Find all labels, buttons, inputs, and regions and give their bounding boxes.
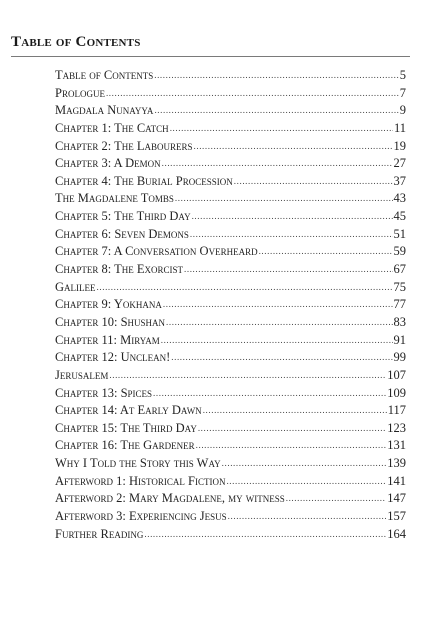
toc-entry-page-number: 67 (393, 262, 406, 277)
toc-entry[interactable] (55, 526, 406, 544)
toc-entry[interactable] (55, 226, 406, 244)
toc-entry[interactable] (55, 67, 406, 85)
toc-entry-title: Chapter 3: A Demon (55, 156, 161, 171)
toc-entry[interactable] (55, 296, 406, 314)
toc-entry-page-number: 157 (387, 509, 406, 524)
dot-leader (198, 420, 386, 438)
toc-entry-page-number: 75 (393, 279, 406, 294)
toc-list (55, 67, 406, 543)
toc-entry-title: Magdala Nunayya (55, 103, 154, 118)
dot-leader (203, 402, 387, 420)
toc-entry-page-number: 147 (387, 491, 406, 506)
toc-entry-page-number: 139 (387, 456, 406, 471)
toc-entry-title: Afterword 1: Historical Fiction (55, 473, 226, 488)
toc-entry-title: Why I Told the Story this Way (55, 456, 221, 471)
toc-entry-title: Chapter 12: Unclean! (55, 350, 171, 365)
toc-entry-page-number: 37 (393, 173, 406, 188)
dot-leader (194, 138, 393, 156)
toc-entry-title: Chapter 5: The Third Day (55, 209, 191, 224)
toc-entry-page-number: 27 (393, 156, 406, 171)
toc-entry-title: Prologue (55, 85, 105, 100)
dot-leader (175, 190, 393, 208)
dot-leader (286, 490, 387, 508)
toc-entry-page-number: 45 (393, 209, 406, 224)
toc-entry-page-number: 164 (387, 526, 406, 541)
toc-entry-page-number: 7 (399, 85, 406, 100)
toc-entry[interactable] (55, 261, 406, 279)
toc-entry-title: Jerusalem (55, 367, 109, 382)
toc-entry-title: Chapter 14: At Early Dawn (55, 403, 202, 418)
toc-entry-title: Table of Contents (55, 68, 154, 82)
dot-leader (106, 85, 399, 103)
toc-entry-page-number: 83 (393, 314, 406, 329)
toc-entry[interactable] (55, 332, 406, 350)
toc-entry-page-number: 109 (387, 385, 406, 400)
toc-entry[interactable] (55, 120, 406, 138)
toc-entry[interactable] (55, 208, 406, 226)
toc-entry-title: Chapter 13: Spices (55, 385, 153, 400)
toc-entry-title: Chapter 11: Miryam (55, 332, 160, 347)
toc-entry-title: Chapter 4: The Burial Procession (55, 173, 233, 188)
toc-entry-title: Afterword 3: Experiencing Jesus (55, 509, 227, 524)
toc-entry[interactable] (55, 349, 406, 367)
toc-entry-title: Chapter 2: The Labourers (55, 138, 193, 153)
dot-leader (171, 349, 392, 367)
toc-entry[interactable] (55, 402, 406, 420)
toc-entry-page-number: 77 (393, 297, 406, 312)
toc-entry-page-number: 51 (393, 226, 406, 241)
dot-leader (259, 243, 393, 261)
dot-leader (153, 385, 386, 403)
toc-entry[interactable] (55, 473, 406, 491)
dot-leader (222, 455, 387, 473)
toc-entry[interactable] (55, 85, 406, 103)
toc-entry-page-number: 107 (387, 367, 406, 382)
toc-entry-page-number: 59 (393, 244, 406, 259)
toc-entry[interactable] (55, 190, 406, 208)
toc-entry-page-number: 91 (393, 332, 406, 347)
toc-entry-title: Further Reading (55, 526, 144, 541)
toc-entry[interactable] (55, 490, 406, 508)
toc-entry-page-number: 117 (387, 403, 406, 418)
toc-entry-title: The Magdalene Tombs (55, 191, 174, 206)
dot-leader (144, 526, 386, 544)
toc-entry-page-number: 131 (387, 438, 406, 453)
toc-entry-title: Chapter 7: A Conversation Overheard (55, 244, 258, 259)
dot-leader (166, 314, 392, 332)
toc-entry-page-number: 43 (393, 191, 406, 206)
toc-entry-title: Chapter 8: The Exorcist (55, 262, 183, 277)
dot-leader (154, 102, 398, 120)
toc-entry[interactable] (55, 508, 406, 526)
dot-leader (163, 296, 393, 314)
toc-entry[interactable] (55, 279, 406, 297)
dot-leader (109, 367, 386, 385)
toc-entry[interactable] (55, 243, 406, 261)
page-title: Table of Contents (11, 34, 141, 50)
toc-entry-page-number: 9 (399, 103, 406, 118)
toc-entry-title: Chapter 10: Shushan (55, 314, 166, 329)
toc-entry[interactable] (55, 385, 406, 403)
dot-leader (162, 155, 393, 173)
toc-entry-page-number: 5 (399, 68, 406, 82)
toc-entry[interactable] (55, 367, 406, 385)
toc-entry[interactable] (55, 102, 406, 120)
toc-entry-title: Galilee (55, 279, 96, 294)
dot-leader (161, 332, 393, 350)
toc-entry-title: Chapter 1: The Catch (55, 120, 169, 135)
dot-leader (184, 261, 393, 279)
dot-leader (192, 208, 393, 226)
toc-entry-title: Chapter 6: Seven Demons (55, 226, 189, 241)
toc-entry-page-number: 123 (387, 420, 406, 435)
toc-entry[interactable] (55, 155, 406, 173)
toc-entry[interactable] (55, 420, 406, 438)
dot-leader (154, 67, 399, 85)
toc-entry-title: Chapter 16: The Gardener (55, 438, 195, 453)
toc-entry-title: Afterword 2: Mary Magdalene, my witness (55, 491, 285, 506)
toc-entry[interactable] (55, 455, 406, 473)
toc-entry[interactable] (55, 138, 406, 156)
toc-entry-title: Chapter 9: Yokhana (55, 297, 162, 312)
toc-entry-title: Chapter 15: The Third Day (55, 420, 197, 435)
dot-leader (196, 437, 387, 455)
toc-entry-page-number: 99 (393, 350, 406, 365)
toc-entry-page-number: 141 (387, 473, 406, 488)
dot-leader (234, 173, 393, 191)
toc-entry-page-number: 11 (393, 120, 406, 135)
dot-leader (170, 120, 393, 138)
dot-leader (190, 226, 393, 244)
toc-entry[interactable] (55, 173, 406, 191)
toc-entry-page-number: 19 (393, 138, 406, 153)
toc-entry[interactable] (55, 437, 406, 455)
dot-leader (97, 279, 393, 297)
toc-entry[interactable] (55, 314, 406, 332)
dot-leader (228, 508, 387, 526)
dot-leader (226, 473, 386, 491)
heading-rule (11, 56, 410, 57)
